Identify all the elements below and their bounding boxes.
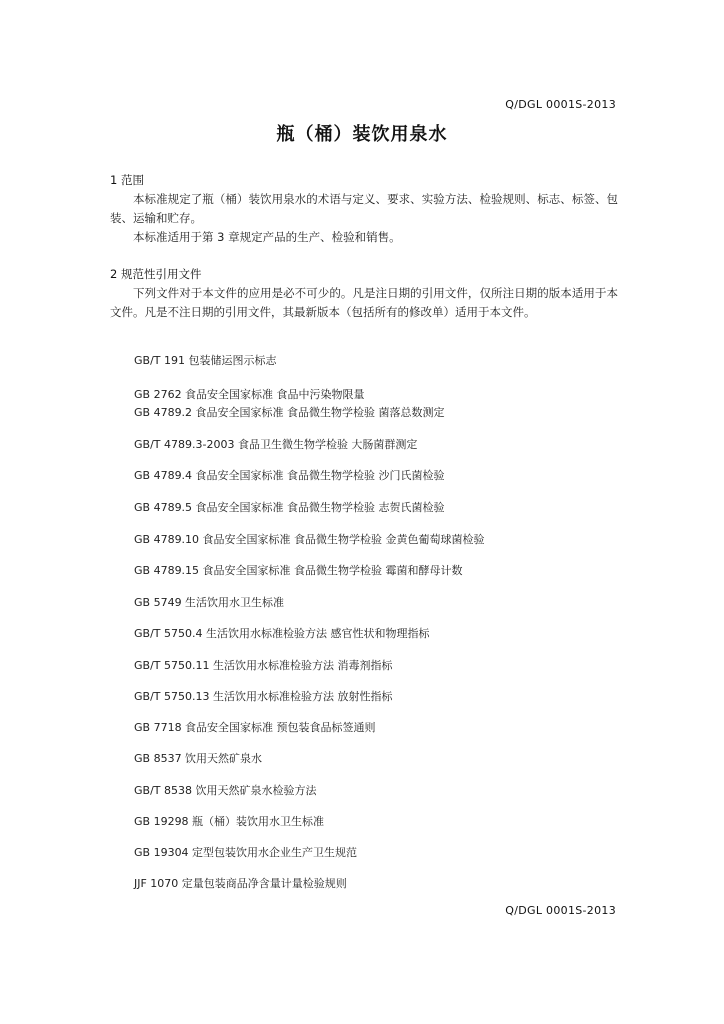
- reference-item: GB 4789.4 食品安全国家标准 食品微生物学检验 沙门氏菌检验: [134, 469, 445, 482]
- reference-item: GB/T 5750.11 生活饮用水标准检验方法 消毒剂指标: [134, 659, 393, 672]
- references-intro-paragraph: 下列文件对于本文件的应用是必不可少的。凡是注日期的引用文件，仅所注日期的版本适用于本文件。凡是不注日期的引用文件，其最新版本（包括所有的修改单）适用于本文件。: [110, 286, 618, 319]
- reference-item: GB 8537 饮用天然矿泉水: [134, 752, 263, 765]
- reference-item: GB 7718 食品安全国家标准 预包装食品标签通则: [134, 721, 376, 734]
- standard-code-header: Q/DGL 0001S-2013: [505, 98, 616, 111]
- reference-item: GB 4789.2 食品安全国家标准 食品微生物学检验 菌落总数测定: [134, 406, 445, 419]
- reference-item: JJF 1070 定量包装商品净含量计量检验规则: [134, 877, 347, 890]
- section-heading-normative-references: 2 规范性引用文件: [110, 267, 202, 281]
- reference-item: GB/T 5750.13 生活饮用水标准检验方法 放射性指标: [134, 690, 393, 703]
- reference-item: GB 4789.5 食品安全国家标准 食品微生物学检验 志贺氏菌检验: [134, 501, 445, 514]
- reference-item: GB 2762 食品安全国家标准 食品中污染物限量: [134, 388, 365, 401]
- reference-item: GB/T 191 包装储运图示标志: [134, 354, 277, 367]
- scope-paragraph-2: 本标准适用于第 3 章规定产品的生产、检验和销售。: [133, 230, 401, 244]
- standard-code-footer: Q/DGL 0001S-2013: [505, 904, 616, 917]
- scope-paragraph-1: 本标准规定了瓶（桶）装饮用泉水的术语与定义、要求、实验方法、检验规则、标志、标签、包装、运输和贮存。: [110, 192, 618, 225]
- reference-item: GB 4789.15 食品安全国家标准 食品微生物学检验 霉菌和酵母计数: [134, 564, 463, 577]
- document-title: 瓶（桶）装饮用泉水: [276, 124, 448, 145]
- reference-item: GB 4789.10 食品安全国家标准 食品微生物学检验 金黄色葡萄球菌检验: [134, 533, 485, 546]
- reference-item: GB 19298 瓶（桶）装饮用水卫生标准: [134, 815, 325, 828]
- section-heading-scope: 1 范围: [110, 173, 144, 187]
- reference-item: GB/T 4789.3-2003 食品卫生微生物学检验 大肠菌群测定: [134, 438, 418, 451]
- reference-item: GB/T 8538 饮用天然矿泉水检验方法: [134, 784, 317, 797]
- reference-item: GB 5749 生活饮用水卫生标准: [134, 596, 285, 609]
- reference-item: GB 19304 定型包装饮用水企业生产卫生规范: [134, 846, 358, 859]
- reference-item: GB/T 5750.4 生活饮用水标准检验方法 感官性状和物理指标: [134, 627, 430, 640]
